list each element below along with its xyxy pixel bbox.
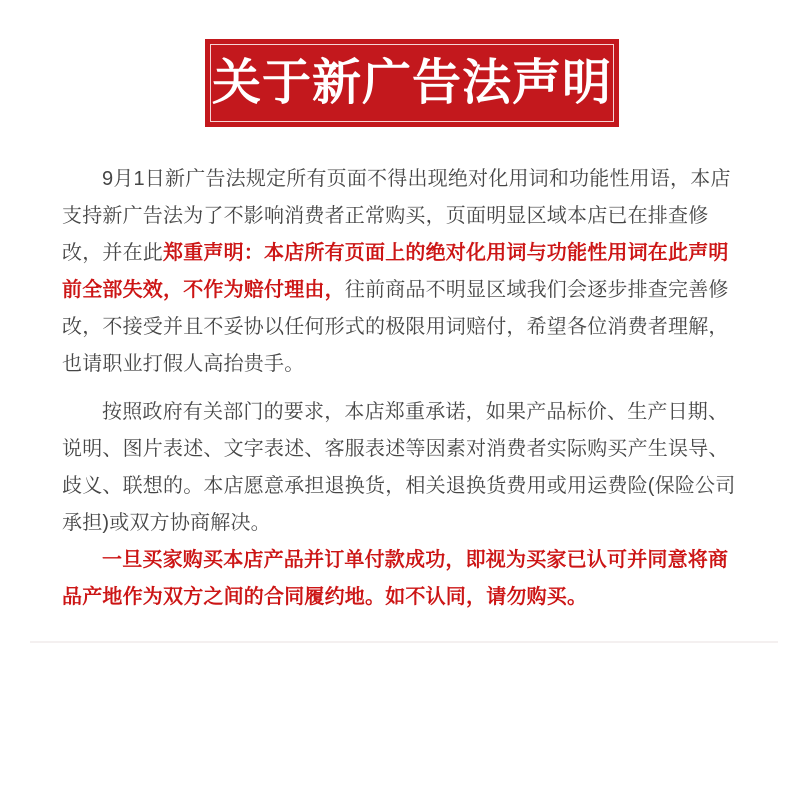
- law-notice-declaration-text: 郑重声明：本店所有页面上的绝对化用词与功能性用词在此声明前全部失效，不作为赔付理由，: [62, 242, 729, 301]
- paragraph-store-promise: 按照政府有关部门的要求，本店郑重承诺，如果产品标价、生产日期、说明、图片表述、文字表述、客服表述等因素对消费者实际购买产生误导、歧义、联想的。本店愿意承担退换货，相关退换货费用或用运费险(保险公司承担)或双方协商解决。: [62, 401, 736, 534]
- bottom-divider-line: [30, 641, 778, 643]
- page-title: 关于新广告法声明: [211, 55, 612, 110]
- paragraph-law-notice: [62, 161, 748, 383]
- statement-body: [62, 161, 748, 616]
- law-notice-lead-text: 9月1日新广告法规定所有页面不得出现绝对化用词和功能性用语，本店支持新广告法为了不影响消费者正常购买，页面明显区域本店已在排查修改，并在此: [62, 168, 731, 264]
- law-notice-tail-text: 往前商品不明显区域我们会逐步排查完善修改，不接受并且不妥协以任何形式的极限用词赔付，希望各位消费者理解，也请职业打假人高抬贵手。: [62, 279, 729, 375]
- title-banner-border: [210, 44, 614, 122]
- paragraph-purchase-agreement: 一旦买家购买本店产品并订单付款成功，即视为买家已认可并同意将商品产地作为双方之间的合同履约地。如不认同，请勿购买。: [62, 549, 729, 608]
- title-banner: [205, 39, 619, 127]
